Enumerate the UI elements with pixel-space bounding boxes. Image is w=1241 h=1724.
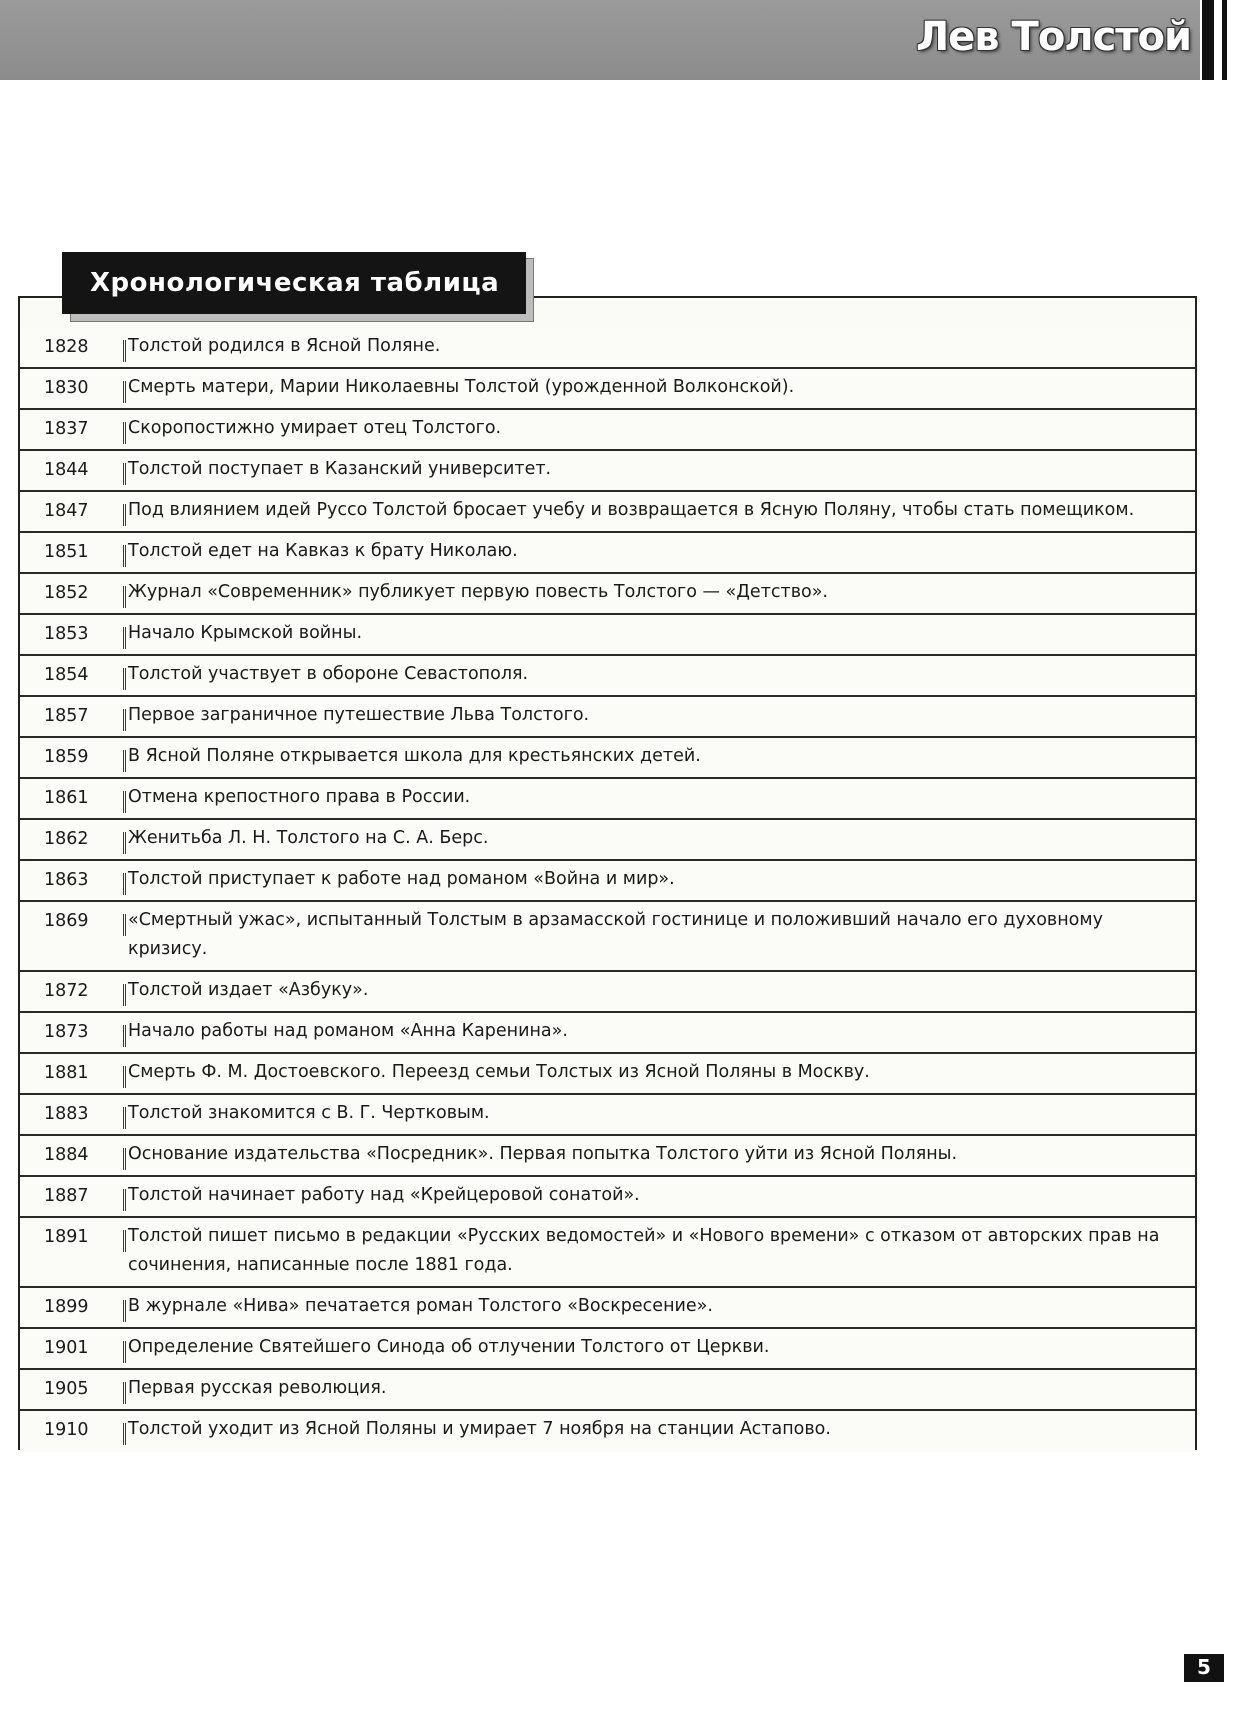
timeline-row <box>20 820 1195 861</box>
timeline-event: Толстой издает «Азбуку». <box>128 980 369 1000</box>
row-separator <box>123 984 126 1006</box>
timeline-event: Толстой знакомится с В. Г. Чертковым. <box>128 1103 490 1123</box>
row-separator <box>123 504 126 526</box>
row-separator <box>123 545 126 567</box>
timeline-year: 1905 <box>44 1379 89 1399</box>
timeline-year: 1883 <box>44 1104 89 1124</box>
row-separator <box>123 1148 126 1170</box>
row-separator <box>123 832 126 854</box>
section-title: Хронологическая таблица <box>90 268 500 298</box>
row-separator <box>123 627 126 649</box>
row-separator <box>123 750 126 772</box>
timeline-event: В журнале «Нива» печатается роман Толстого «Воскресение». <box>128 1296 713 1316</box>
timeline-year: 1891 <box>44 1227 89 1247</box>
timeline-year: 1884 <box>44 1145 89 1165</box>
row-separator <box>123 340 126 362</box>
timeline-year: 1844 <box>44 460 89 480</box>
timeline-year: 1863 <box>44 870 89 890</box>
timeline-event: Толстой приступает к работе над романом «Война и мир». <box>128 869 675 889</box>
timeline-year: 1830 <box>44 378 89 398</box>
timeline-event: Начало Крымской войны. <box>128 623 363 643</box>
timeline-event: Смерть Ф. М. Достоевского. Переезд семьи Толстых из Ясной Поляны в Москву. <box>128 1062 870 1082</box>
timeline-event: Журнал «Современник» публикует первую повесть Толстого — «Детство». <box>128 582 828 602</box>
timeline-year: 1851 <box>44 542 89 562</box>
timeline-row <box>20 451 1195 492</box>
timeline-row <box>20 410 1195 451</box>
timeline-event: Толстой участвует в обороне Севастополя. <box>128 664 529 684</box>
row-separator <box>123 1066 126 1088</box>
timeline-year: 1852 <box>44 583 89 603</box>
timeline-year: 1853 <box>44 624 89 644</box>
timeline-row <box>20 1411 1195 1452</box>
timeline-row <box>20 861 1195 902</box>
timeline-row <box>20 369 1195 410</box>
timeline-year: 1861 <box>44 788 89 808</box>
timeline-event: «Смертный ужас», испытанный Толстым в арзамасской гостинице и положивший начало его духовному кризису. <box>128 910 1103 959</box>
timeline-year: 1901 <box>44 1338 89 1358</box>
timeline-row <box>20 533 1195 574</box>
row-separator <box>123 1300 126 1322</box>
timeline-event: Толстой поступает в Казанский университет. <box>128 459 552 479</box>
timeline-event: Толстой родился в Ясной Поляне. <box>128 336 441 356</box>
page-number: 5 <box>1197 1655 1211 1679</box>
timeline-row <box>20 1177 1195 1218</box>
timeline-rows <box>20 328 1195 1452</box>
timeline-event: Начало работы над романом «Анна Каренина». <box>128 1021 568 1041</box>
timeline-row <box>20 1054 1195 1095</box>
row-separator <box>123 1382 126 1404</box>
row-separator <box>123 1107 126 1129</box>
timeline-event: Основание издательства «Посредник». Первая попытка Толстого уйти из Ясной Поляны. <box>128 1144 958 1164</box>
timeline-year: 1873 <box>44 1022 89 1042</box>
timeline-row <box>20 697 1195 738</box>
timeline-event: Скоропостижно умирает отец Толстого. <box>128 418 502 438</box>
header-bar-edge-thin <box>1222 0 1227 80</box>
timeline-row <box>20 492 1195 533</box>
row-separator <box>123 1189 126 1211</box>
timeline-row <box>20 1329 1195 1370</box>
timeline-event: Первая русская революция. <box>128 1378 387 1398</box>
timeline-year: 1854 <box>44 665 89 685</box>
timeline-row <box>20 1136 1195 1177</box>
timeline-year: 1899 <box>44 1297 89 1317</box>
row-separator <box>123 586 126 608</box>
timeline-row <box>20 738 1195 779</box>
timeline-event: Толстой едет на Кавказ к брату Николаю. <box>128 541 518 561</box>
timeline-year: 1847 <box>44 501 89 521</box>
timeline-row <box>20 574 1195 615</box>
header-bar-edge <box>1202 0 1214 80</box>
timeline-event: В Ясной Поляне открывается школа для крестьянских детей. <box>128 746 701 766</box>
timeline-event: Женитьба Л. Н. Толстого на С. А. Берс. <box>128 828 489 848</box>
timeline-year: 1881 <box>44 1063 89 1083</box>
timeline-event: Толстой уходит из Ясной Поляны и умирает 7 ноября на станции Астапово. <box>128 1419 831 1439</box>
book-title: Лев Толстой <box>915 14 1191 60</box>
timeline-year: 1887 <box>44 1186 89 1206</box>
timeline-row <box>20 779 1195 820</box>
row-separator <box>123 381 126 403</box>
timeline-year: 1859 <box>44 747 89 767</box>
timeline-event: Отмена крепостного права в России. <box>128 787 471 807</box>
timeline-row <box>20 1218 1195 1288</box>
timeline-year: 1837 <box>44 419 89 439</box>
row-separator <box>123 668 126 690</box>
timeline-year: 1857 <box>44 706 89 726</box>
row-separator <box>123 1230 126 1252</box>
timeline-event: Первое заграничное путешествие Льва Толстого. <box>128 705 590 725</box>
timeline-event: Под влиянием идей Руссо Толстой бросает учебу и возвращается в Ясную Поляну, чтобы стать помещиком. <box>128 500 1135 520</box>
row-separator <box>123 791 126 813</box>
timeline-row <box>20 1095 1195 1136</box>
row-separator <box>123 709 126 731</box>
timeline-year: 1862 <box>44 829 89 849</box>
row-separator <box>123 1423 126 1445</box>
timeline-year: 1869 <box>44 911 89 931</box>
row-separator <box>123 1025 126 1047</box>
timeline-event: Толстой начинает работу над «Крейцеровой сонатой». <box>128 1185 640 1205</box>
timeline-year: 1828 <box>44 337 89 357</box>
timeline-year: 1910 <box>44 1420 89 1440</box>
timeline-event: Толстой пишет письмо в редакции «Русских ведомостей» и «Нового времени» с отказом от авторских прав на сочинения, написанные после 1881 года. <box>128 1226 1160 1275</box>
timeline-row <box>20 615 1195 656</box>
timeline-row <box>20 902 1195 972</box>
timeline-row <box>20 972 1195 1013</box>
timeline-row <box>20 1288 1195 1329</box>
row-separator <box>123 873 126 895</box>
row-separator <box>123 914 126 936</box>
timeline-row <box>20 656 1195 697</box>
timeline-row <box>20 328 1195 369</box>
timeline-row <box>20 1370 1195 1411</box>
timeline-year: 1872 <box>44 981 89 1001</box>
row-separator <box>123 463 126 485</box>
timeline-event: Смерть матери, Марии Николаевны Толстой (урожденной Волконской). <box>128 377 795 397</box>
row-separator <box>123 422 126 444</box>
timeline-event: Определение Святейшего Синода об отлучении Толстого от Церкви. <box>128 1337 770 1357</box>
timeline-row <box>20 1013 1195 1054</box>
row-separator <box>123 1341 126 1363</box>
